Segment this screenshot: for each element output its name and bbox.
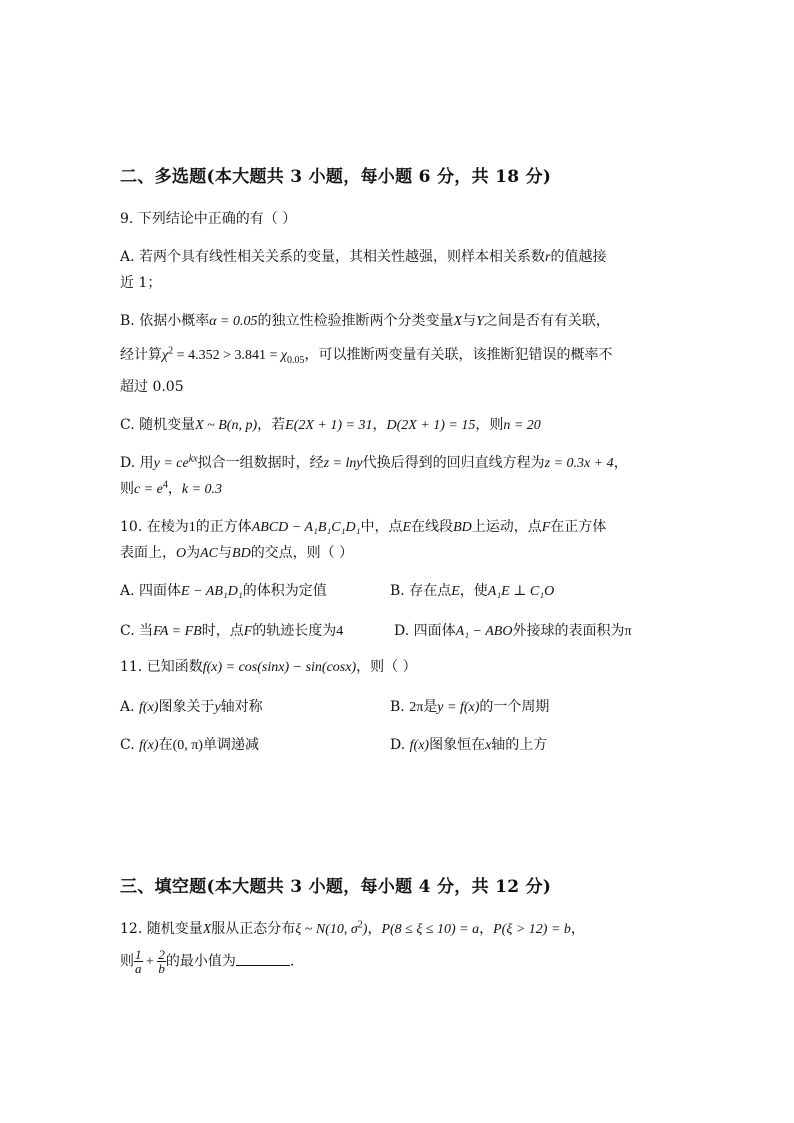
question-9-option-c: C. 随机变量X ~ B(n, p)，若E(2X + 1) = 31，D(2X + 1) = 15，则n = 20 bbox=[120, 417, 541, 433]
question-9-option-b-cont: 经计算$\chi^2 = 4.352 > 3.841 = \chi_{0.05}$，可以推断两变量有关联，该推断犯错误的概率不 bbox=[120, 345, 613, 366]
question-10-option-a: A. 四面体E − AB₁D₁的体积为定值 bbox=[120, 583, 327, 599]
fraction-one-over-a: $\frac{1}{a}$ bbox=[135, 947, 142, 976]
question-9-option-a-cont: 近 1； bbox=[120, 275, 162, 291]
question-12-stem: 12. 随机变量X服从正态分布ξ ~ N(10, $\sigma^2$)，P(8 ≤ ξ ≤ 10) = a，P(ξ > 12) = b， bbox=[120, 919, 585, 937]
question-11-stem: 11. 已知函数f(x) = cos(sinx) − sin(cosx)，则（ ） bbox=[120, 659, 417, 675]
question-11-option-d: D. f(x)图象恒在x轴的上方 bbox=[390, 737, 548, 753]
question-11-option-a: A. f(x)图象关于y轴对称 bbox=[120, 699, 263, 715]
question-11-option-b: B. 2π是y = f(x)的一个周期 bbox=[390, 699, 550, 715]
question-9-option-d: D. 用$y = ce^{kx}$拟合一组数据时，经z = lny代换后得到的回归直线方程为z = 0.3x + 4， bbox=[120, 453, 628, 471]
section-heading-multiple-choice: 二、多选题(本大题共 3 小题，每小题 6 分，共 18 分) bbox=[120, 167, 552, 187]
question-12-stem-cont: 则 $\frac{1}{a}$ + $\frac{2}{b}$ 的最小值为 . bbox=[120, 947, 295, 976]
question-10-option-b: B. 存在点E，使A₁E ⊥ C₁O bbox=[390, 583, 555, 599]
question-10-option-d: D. 四面体A₁ − ABO外接球的表面积为π bbox=[394, 623, 632, 639]
question-9-option-b: B. 依据小概率α = 0.05的独立性检验推断两个分类变量X与Y之间是否有有关联， bbox=[120, 313, 610, 329]
question-9-option-a: A. 若两个具有线性相关关系的变量，其相关性越强，则样本相关系数r的值越接 bbox=[120, 249, 607, 265]
question-9-option-d-cont: 则$c = e^4$，k = 0.3 bbox=[120, 479, 223, 497]
fraction-two-over-b: $\frac{2}{b}$ bbox=[158, 947, 165, 976]
question-10-stem: 10. 在棱为1的正方体ABCD − A₁B₁C₁D₁中，点E在线段BD上运动，点F在正方体 bbox=[120, 519, 607, 535]
question-9-option-b-cont2: 超过 0.05 bbox=[120, 379, 184, 395]
answer-blank[interactable] bbox=[236, 951, 290, 966]
question-10-option-c: C. 当FA = FB时，点F的轨迹长度为4 bbox=[120, 623, 344, 639]
question-11-option-c: C. f(x)在(0, π)单调递减 bbox=[120, 737, 259, 753]
question-9-stem: 9. 下列结论中正确的有（ ） bbox=[120, 211, 297, 227]
section-heading-fill-blank: 三、填空题(本大题共 3 小题，每小题 4 分，共 12 分) bbox=[120, 877, 552, 897]
question-10-stem-cont: 表面上，O为AC与BD的交点，则（ ） bbox=[120, 545, 354, 561]
